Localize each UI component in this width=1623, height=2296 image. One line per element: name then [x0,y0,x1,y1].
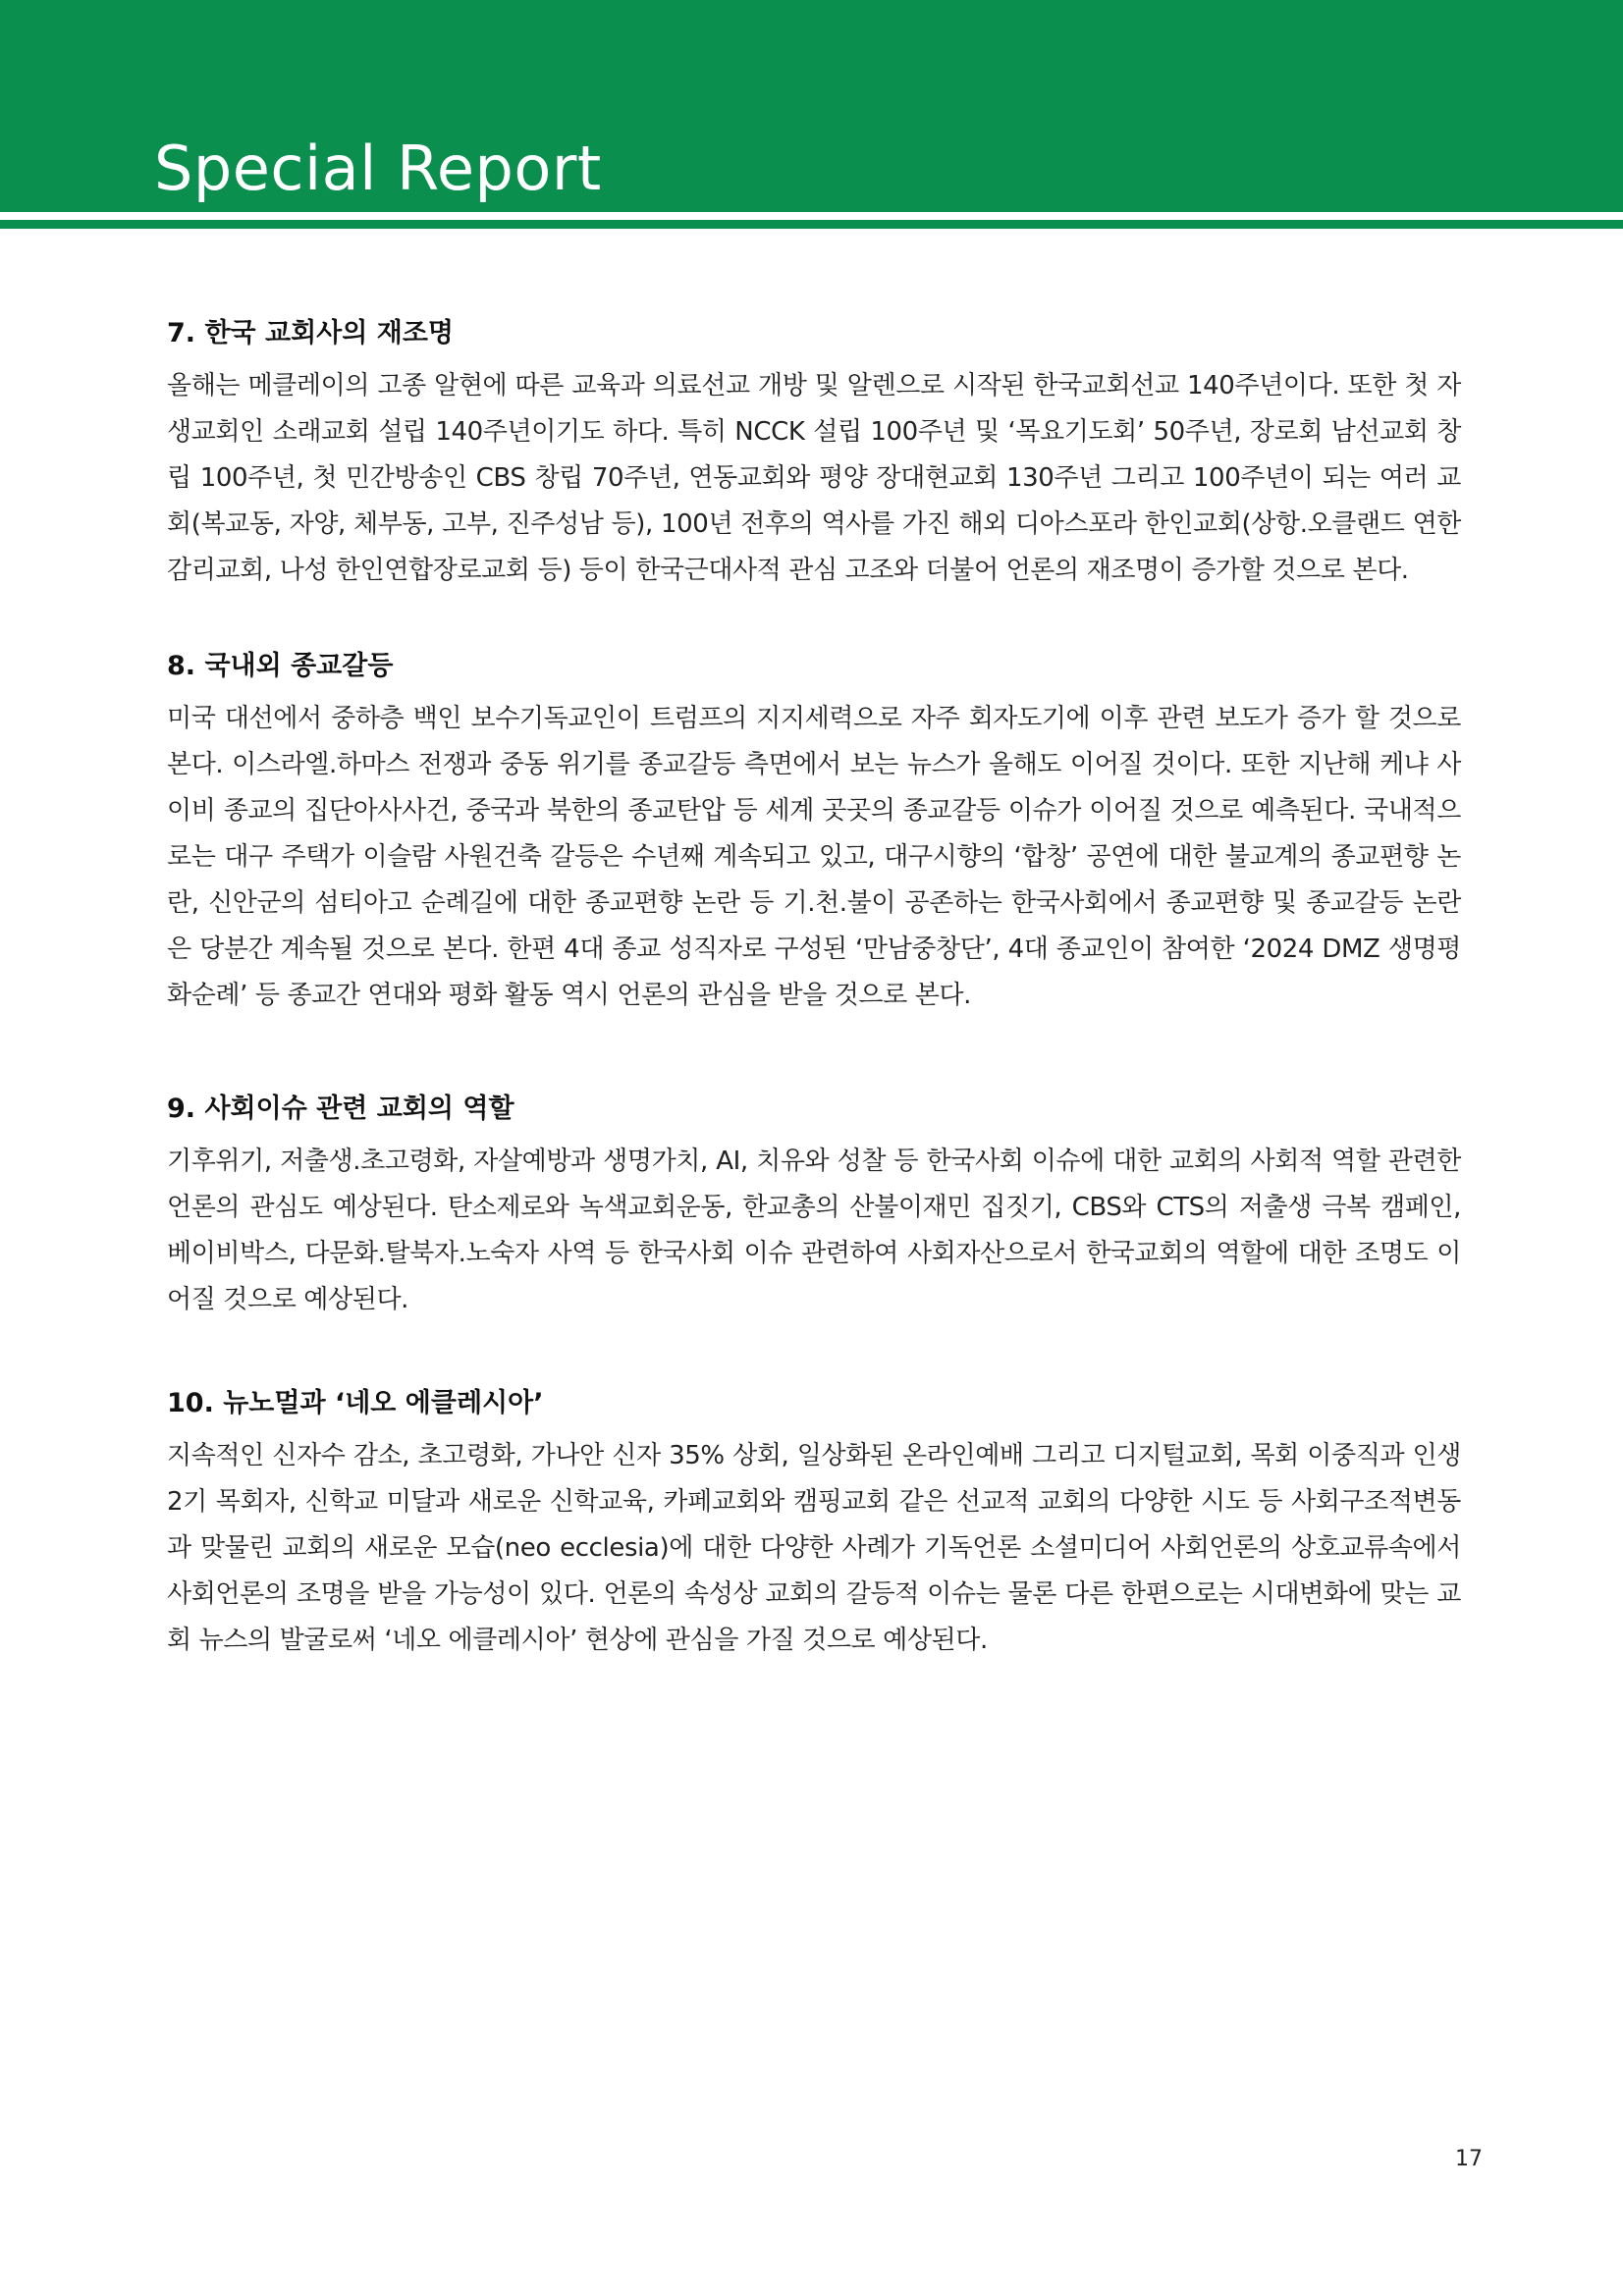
page-header-title: Special Report [154,133,602,204]
section-religious-conflict [167,645,1461,1019]
section-heading: 9. 사회이슈 관련 교회의 역할 [167,1094,514,1124]
section-neo-ecclesia [167,1382,1461,1664]
section-body: 올해는 메클레이의 고종 알현에 따른 교육과 의료선교 개방 및 알렌으로 시작된 한국교회선교 140주년이다. 또한 첫 자생교회인 소래교회 설립 140주년이기도 하다. 특히 NCCK 설립 100주년 및 ‘목요기도회’ 50주년, 장로회 남선교회 창립 100주년, 첫 민간방송인 CBS 창립 70주년, 연동교회와 평양 장대현교회 130주년 그리고 100주년이 되는 여러 교회(복교동, 자양, 체부동, 고부, 진주성남 등), 100년 전후의 역사를 가진 해외 디아스포라 한인교회(상항.오클랜드 연한감리교회, 나성 한인연합장로교회 등) 등이 한국근대사적 관심 고조와 더불어 언론의 재조명이 증가할 것으로 본다. [167,371,1461,585]
section-heading: 10. 뉴노멀과 ‘네오 에클레시아’ [167,1388,544,1418]
section-body: 지속적인 신자수 감소, 초고령화, 가나안 신자 35% 상회, 일상화된 온라인예배 그리고 디지털교회, 목회 이중직과 인생 2기 목회자, 신학교 미달과 새로운 신학교육, 카페교회와 캠핑교회 같은 선교적 교회의 다양한 시도 등 사회구조적변동과 맞물린 교회의 새로운 모습(neo ecclesia)에 대한 다양한 사례가 기독언론 소셜미디어 사회언론의 상호교류속에서 사회언론의 조명을 받을 가능성이 있다. 언론의 속성상 교회의 갈등적 이슈는 물론 다른 한편으로는 시대변화에 맞는 교회 뉴스의 발굴로써 ‘네오 에클레시아’ 현상에 관심을 가질 것으로 예상된다. [167,1441,1461,1655]
section-heading: 7. 한국 교회사의 재조명 [167,318,454,348]
section-church-history [167,312,1461,594]
section-heading: 8. 국내외 종교갈등 [167,651,394,681]
section-body: 기후위기, 저출생.초고령화, 자살예방과 생명가치, AI, 치유와 성찰 등 한국사회 이슈에 대한 교회의 사회적 역할 관련한 언론의 관심도 예상된다. 탄소제로와 녹색교회운동, 한교총의 산불이재민 집짓기, CBS와 CTS의 저출생 극복 캠페인, 베이비박스, 다문화.탈북자.노숙자 사역 등 한국사회 이슈 관련하여 사회자산으로서 한국교회의 역할에 대한 조명도 이어질 것으로 예상된다. [167,1147,1461,1314]
section-social-issues [167,1088,1461,1323]
section-body: 미국 대선에서 중하층 백인 보수기독교인이 트럼프의 지지세력으로 자주 회자도기에 이후 관련 보도가 증가 할 것으로 본다. 이스라엘.하마스 전쟁과 중동 위기를 종교갈등 측면에서 보는 뉴스가 올해도 이어질 것이다. 또한 지난해 케냐 사이비 종교의 집단아사사건, 중국과 북한의 종교탄압 등 세계 곳곳의 종교갈등 이슈가 이어질 것으로 예측된다. 국내적으로는 대구 주택가 이슬람 사원건축 갈등은 수년째 계속되고 있고, 대구시향의 ‘합창’ 공연에 대한 불교계의 종교편향 논란, 신안군의 섬티아고 순례길에 대한 종교편향 논란 등 기.천.불이 공존하는 한국사회에서 종교편향 및 종교갈등 논란은 당분간 계속될 것으로 본다. 한편 4대 종교 성직자로 구성된 ‘만남중창단’, 4대 종교인이 참여한 ‘2024 DMZ 생명평화순례’ 등 종교간 연대와 평화 활동 역시 언론의 관심을 받을 것으로 본다. [167,704,1461,1010]
header-band [0,0,1623,212]
header-divider [0,220,1623,229]
page-number: 17 [1455,2147,1483,2171]
report-content [167,312,1461,1664]
